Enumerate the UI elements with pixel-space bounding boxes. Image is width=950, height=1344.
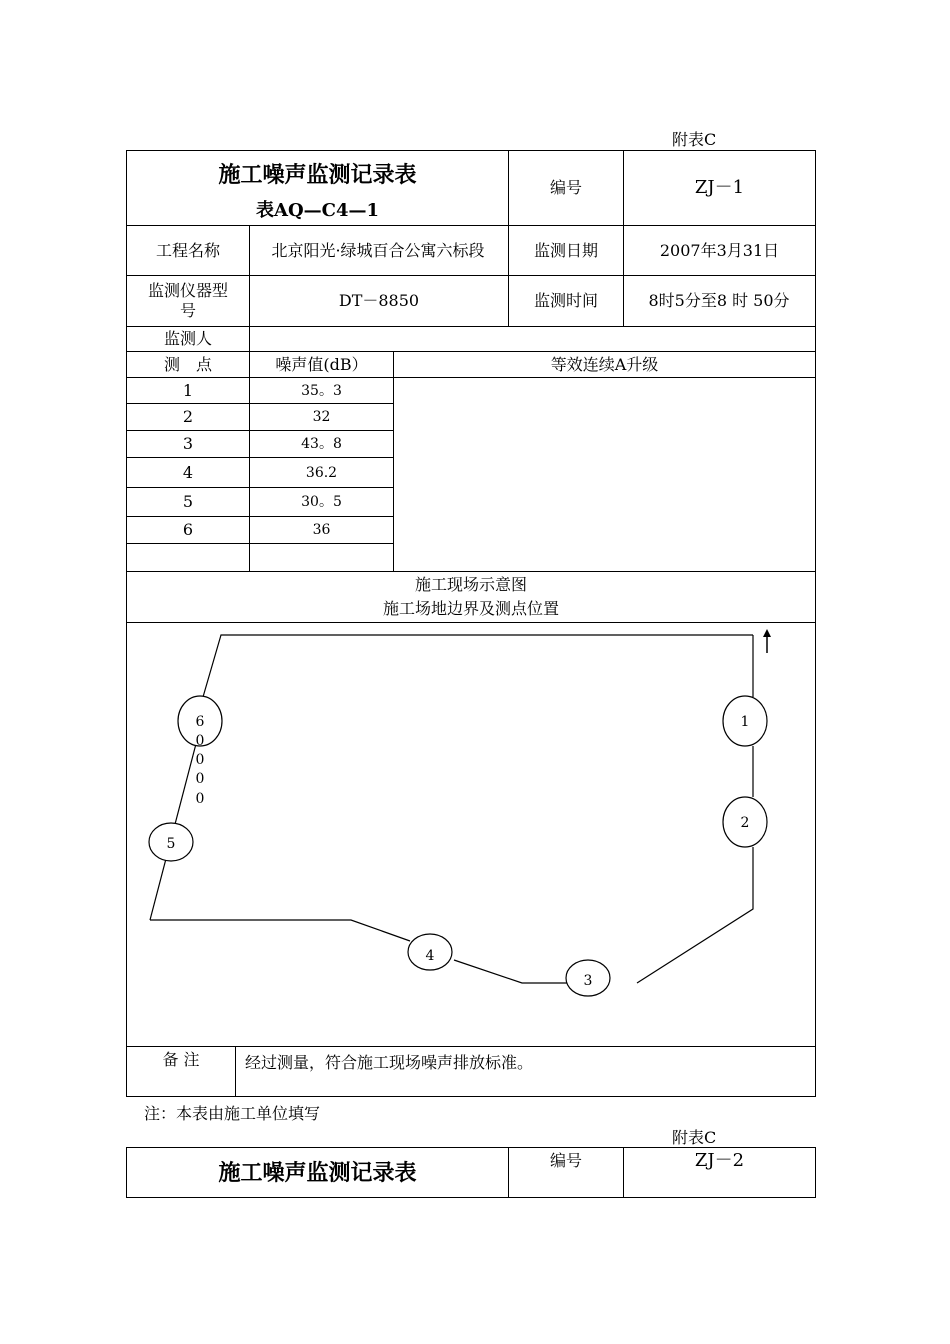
table-row-value: 30。5 [301,494,342,510]
remarks-label: 备 注 [162,1050,200,1069]
sketch-point-label: 4 [425,948,435,964]
col-level-header: 等效连续A升级 [550,354,659,374]
sketch-point-5 [149,823,193,861]
annex-label-2: 附表C [672,1128,717,1147]
monitor-value [250,327,815,351]
sketch-point-label: 3 [583,973,593,989]
sketch-point-1 [723,696,767,746]
sketch-dim-digit: 0 [195,771,205,787]
sketch-subtitle: 施工场地边界及测点位置 [382,599,559,618]
code-value: ZJ－1 [694,177,745,198]
table-row-point: 3 [182,434,194,453]
sketch-dim-digit: 0 [195,733,205,749]
form-title: 施工噪声监测记录表 [218,162,417,188]
table-row-value: 32 [312,409,331,425]
code-label: 编号 [549,178,582,197]
annex-label: 附表C [672,130,717,149]
col-noise-header: 噪声值(dB） [275,354,368,374]
table-row-point: 6 [182,520,194,539]
table-row-value: 35。3 [301,382,342,399]
project-label: 工程名称 [155,240,220,260]
sketch-point-4 [408,934,452,970]
form-subtitle: 表AQ—C4—1 [255,200,380,221]
form-2-code-label: 编号 [549,1151,582,1170]
sketch-point-label: 5 [166,836,176,852]
monitor-label: 监测人 [163,329,212,348]
table-row-value: 36.2 [305,464,338,481]
table-row-point: 2 [182,407,194,426]
table-row-point: 1 [182,380,194,400]
footnote: 注：本表由施工单位填写 [144,1104,321,1123]
table-row-value: 43。8 [301,436,342,452]
form-2-title: 施工噪声监测记录表 [218,1160,417,1186]
sketch-point-label: 1 [740,714,750,730]
project-value: 北京阳光·绿城百合公寓六标段 [271,240,485,260]
sketch-point-3 [566,960,610,996]
site-sketch [127,623,815,1046]
remarks-value: 经过测量，符合施工现场噪声排放标准。 [245,1053,534,1072]
table-row-value [250,544,393,571]
sketch-point-2 [723,797,767,847]
form-2-code-value: ZJ－2 [694,1150,745,1171]
date-label: 监测日期 [533,240,598,260]
sketch-dim-digit: 0 [195,791,205,807]
sketch-title: 施工现场示意图 [414,575,527,594]
table-row-point: 5 [182,492,194,511]
date-value: 2007年3月31日 [659,240,780,260]
sketch-point-label: 2 [740,815,750,831]
sketch-point-label: 6 [195,714,205,730]
table-row-point [127,544,249,571]
table-row-value: 36 [312,522,331,538]
sketch-dim-digit: 0 [195,752,205,768]
time-value: 8时5分至8 时 50分 [648,291,790,310]
col-point-header: 测 点 [163,354,212,374]
north-arrow-icon [763,629,771,653]
instrument-value: DT－8850 [338,291,420,310]
instrument-label: 监测仪器型号 [147,281,228,320]
table-row-point: 4 [182,462,194,482]
time-label: 监测时间 [533,291,598,310]
